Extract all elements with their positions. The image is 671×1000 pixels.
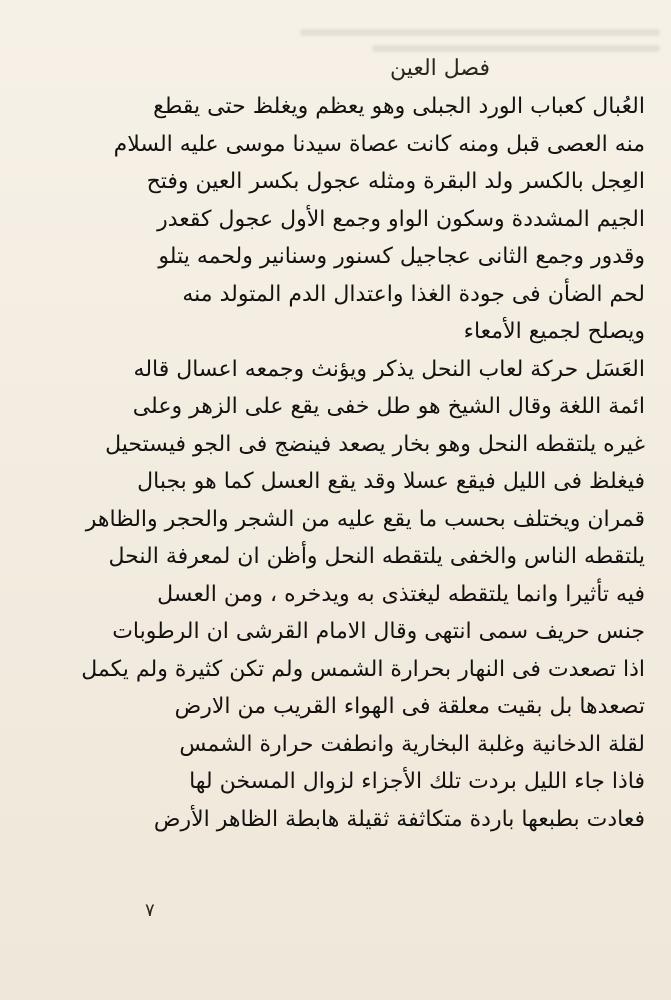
text-line: قمران ويختلف بحسب ما يقع عليه من الشجر والحجر والظاهر: [85, 506, 645, 532]
section-heading: فصل العين: [389, 56, 491, 81]
text-line: ائمة اللغة وقال الشيخ هو طل خفى يقع على الزهر وعلى: [132, 394, 645, 419]
text-line: لحم الضأن فى جودة الغذا واعتدال الدم المتولد منه: [182, 281, 645, 307]
bleed-stroke: [300, 29, 660, 36]
text-line: العُبال كعباب الورد الجبلى وهو يعظم ويغلظ حتى يقطع: [153, 94, 645, 119]
text-line: الجيم المشددة وسكون الواو وجمع الأول عجول كقعدر: [157, 206, 645, 232]
manuscript-text: [81, 88, 645, 838]
text-line: فيغلظ فى الليل فيقع عسلا وقد يقع العسل كما هو بجبال: [137, 469, 645, 494]
text-line: ويصلح لجميع الأمعاء: [463, 319, 645, 344]
text-line: فيه تأثيرا وانما يلتقطه ليغتذى به ويدخره ، ومن العسل: [157, 581, 645, 607]
text-line: العِجل بالكسر ولد البقرة ومثله عجول بكسر العين وفتح: [146, 169, 645, 194]
text-line: لقلة الدخانية وغلبة البخارية وانطفت حرارة الشمس: [179, 731, 645, 757]
text-line: تصعدها بل بقيت معلقة فى الهواء القريب من الارض: [174, 694, 645, 719]
text-line: فاذا جاء الليل بردت تلك الأجزاء لزوال المسخن لها: [189, 769, 645, 794]
text-line: غيره يلتقطه النحل وهو بخار يصعد فينضج فى الجو فيستحيل: [105, 431, 645, 457]
text-line: منه العصى قبل ومنه كانت عصاة سيدنا موسى عليه السلام: [113, 131, 645, 157]
bleed-stroke: [372, 45, 660, 52]
text-line: جنس حريف سمى انتهى وقال الامام القرشى ان الرطوبات: [112, 619, 645, 644]
text-line: وقدور وجمع الثانى عجاجيل كسنور وسنانير ولحمه يتلو: [158, 244, 645, 269]
text-line: فعادت بطبعها باردة متكاثفة ثقيلة هابطة الظاهر الأرض: [153, 806, 645, 832]
text-line: اذا تصعدت فى النهار بحرارة الشمس ولم تكن كثيرة ولم يكمل: [81, 656, 645, 682]
text-line: يلتقطه الناس والخفى يلتقطه النحل وأظن ان لمعرفة النحل: [108, 544, 645, 569]
text-line: العَسَل حركة لعاب النحل يذكر ويؤنث وجمعه اعسال قاله: [133, 356, 645, 382]
page-number: ٧: [145, 900, 155, 921]
